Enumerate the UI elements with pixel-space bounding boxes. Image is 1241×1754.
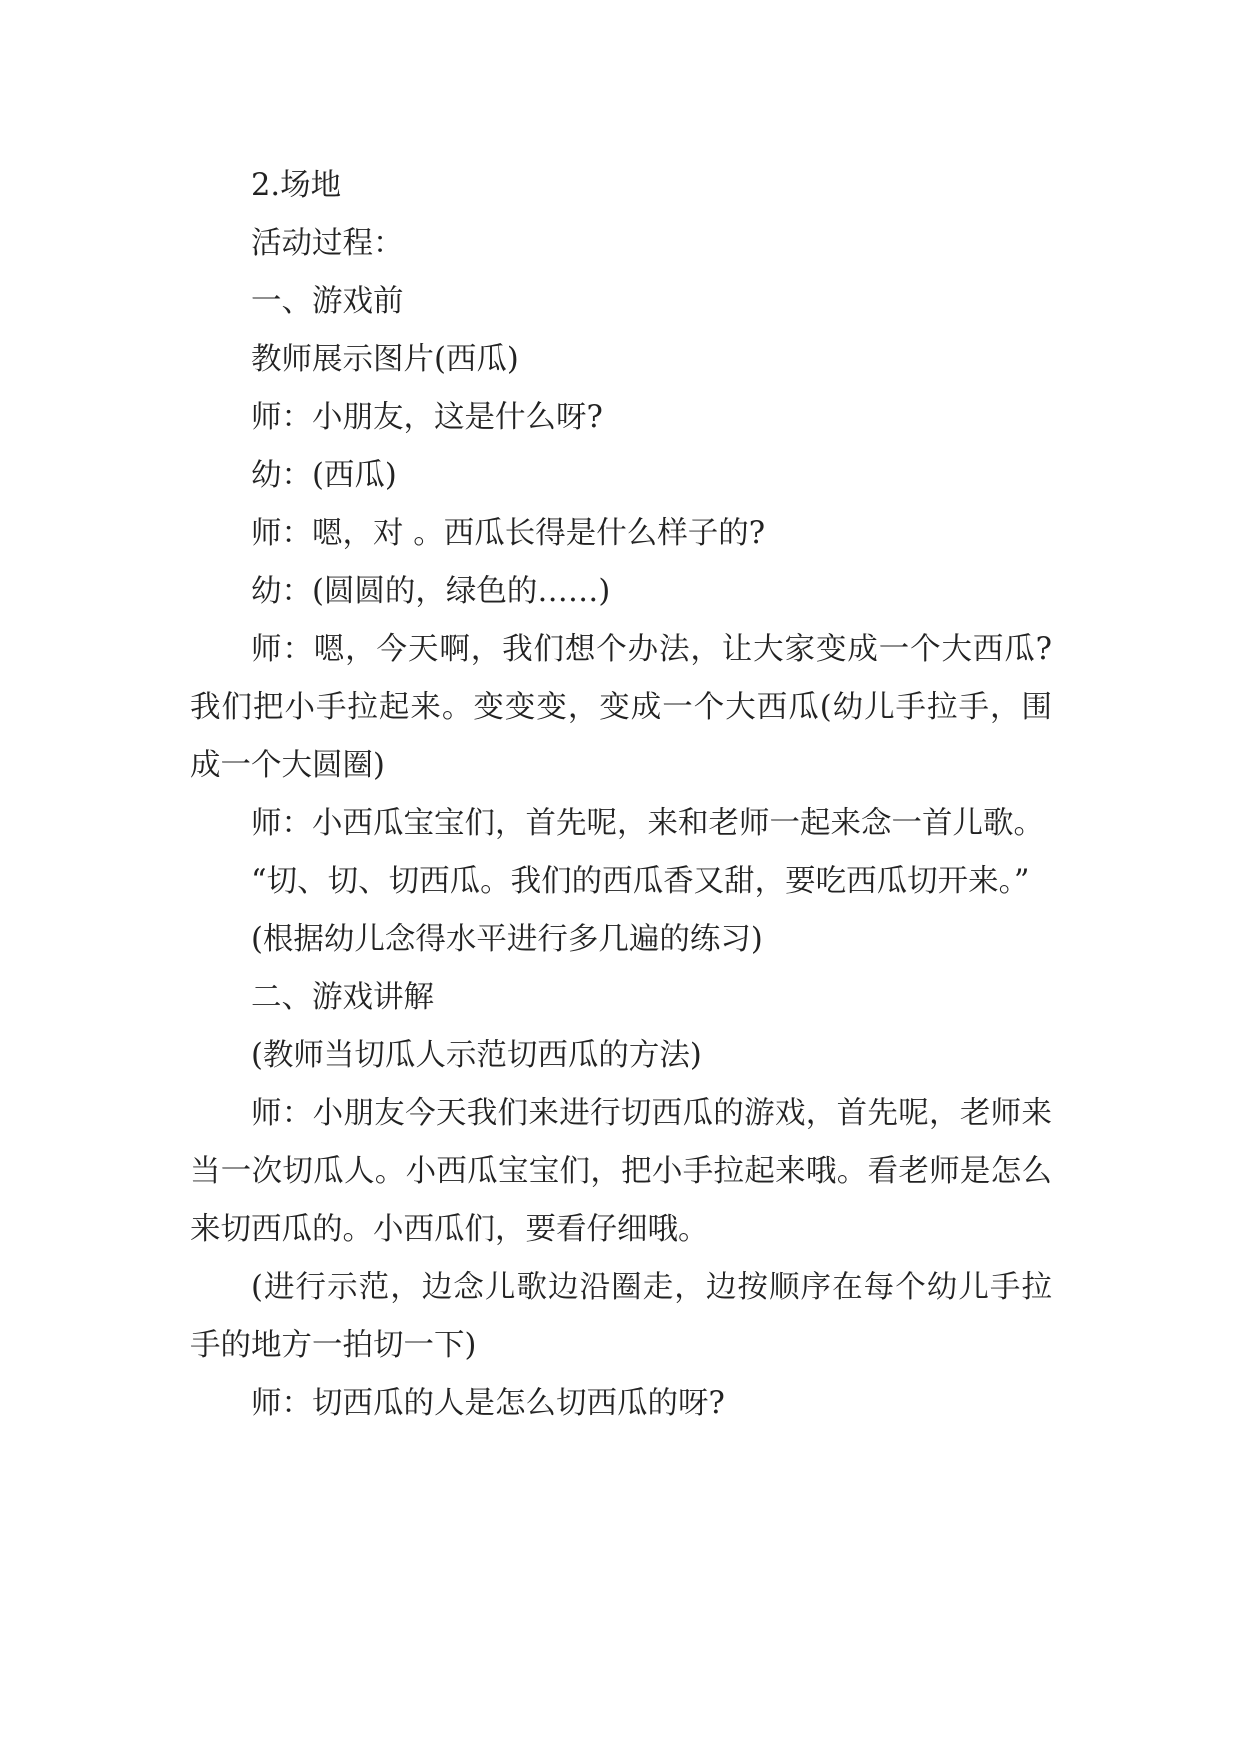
paragraph-process-heading: 活动过程：: [251, 226, 404, 261]
paragraph: 幼：(圆圆的，绿色的……): [251, 574, 611, 609]
paragraph: 师：小朋友，这是什么呀?: [251, 400, 603, 435]
paragraph: (根据幼儿念得水平进行多几遍的练习): [251, 922, 763, 957]
paragraph: 教师展示图片(西瓜): [251, 342, 519, 377]
document-body: [190, 157, 1052, 1433]
paragraph: (教师当切瓜人示范切西瓜的方法): [251, 1038, 702, 1073]
paragraph-section-explanation: 二、游戏讲解: [251, 980, 434, 1015]
paragraph: 师：嗯，今天啊，我们想个办法，让大家变成一个大西瓜?我们把小手拉起来。变变变，变成一个大西瓜(幼儿手拉手，围成一个大圆圈): [190, 632, 1052, 783]
paragraph: 师：小西瓜宝宝们，首先呢，来和老师一起来念一首儿歌。: [251, 806, 1044, 841]
paragraph-section-before-game: 一、游戏前: [251, 284, 404, 319]
paragraph: (进行示范，边念儿歌边沿圈走，边按顺序在每个幼儿手拉手的地方一拍切一下): [190, 1270, 1052, 1363]
paragraph: 师：切西瓜的人是怎么切西瓜的呀?: [251, 1386, 725, 1421]
paragraph-venue: 2.场地: [251, 168, 342, 203]
paragraph-rhyme: “切、切、切西瓜。我们的西瓜香又甜，要吃西瓜切开来。”: [251, 864, 1030, 899]
paragraph: 幼：(西瓜): [251, 458, 397, 493]
paragraph: 师：嗯，对 。西瓜长得是什么样子的?: [251, 516, 766, 551]
paragraph: 师：小朋友今天我们来进行切西瓜的游戏，首先呢，老师来当一次切瓜人。小西瓜宝宝们，把小手拉起来哦。看老师是怎么来切西瓜的。小西瓜们，要看仔细哦。: [190, 1096, 1052, 1247]
